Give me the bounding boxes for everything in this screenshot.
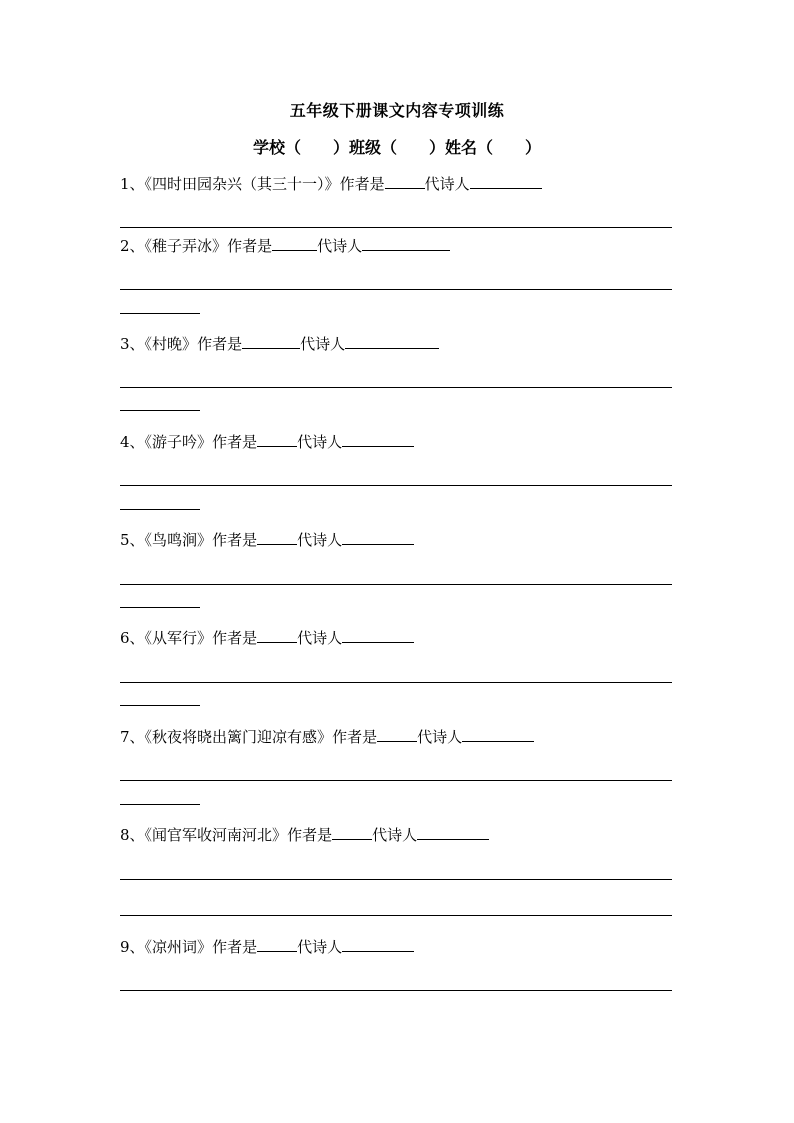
answer-line-short[interactable] xyxy=(120,607,200,608)
author-label: 作者是 xyxy=(287,826,333,844)
dynasty-label: 代诗人 xyxy=(297,938,343,956)
poet-blank[interactable] xyxy=(470,174,542,189)
question-1 xyxy=(120,174,542,194)
poet-blank[interactable] xyxy=(362,236,450,251)
dynasty-label: 代诗人 xyxy=(372,826,418,844)
student-info-line: 学校（ ）班级（ ）姓名（ ） xyxy=(252,138,541,157)
question-number: 1、 xyxy=(120,175,145,193)
dynasty-label: 代诗人 xyxy=(300,335,346,353)
dynasty-blank[interactable] xyxy=(332,825,372,840)
poet-blank[interactable] xyxy=(342,937,414,952)
poem-title: 《秋夜将晓出篱门迎凉有感》 xyxy=(144,728,333,746)
answer-line[interactable] xyxy=(120,780,672,781)
author-label: 作者是 xyxy=(212,531,258,549)
question-number: 3、 xyxy=(120,335,145,353)
dynasty-blank[interactable] xyxy=(257,530,297,545)
answer-line[interactable] xyxy=(120,485,672,486)
page-title: 五年级下册课文内容专项训练 xyxy=(289,101,505,120)
dynasty-label: 代诗人 xyxy=(297,629,343,647)
answer-line-short[interactable] xyxy=(120,804,200,805)
poem-title: 《闻官军收河南河北》 xyxy=(144,826,288,844)
answer-line[interactable] xyxy=(120,584,672,585)
question-3 xyxy=(120,334,439,354)
dynasty-blank[interactable] xyxy=(257,937,297,952)
question-5 xyxy=(120,530,414,550)
author-label: 作者是 xyxy=(197,335,243,353)
question-6 xyxy=(120,628,414,648)
dynasty-label: 代诗人 xyxy=(297,531,343,549)
question-number: 6、 xyxy=(120,629,145,647)
answer-line[interactable] xyxy=(120,879,672,880)
author-label: 作者是 xyxy=(212,938,258,956)
dynasty-blank[interactable] xyxy=(385,174,425,189)
poem-title: 《村晚》 xyxy=(144,335,198,353)
poem-title: 《稚子弄冰》 xyxy=(144,237,228,255)
poet-blank[interactable] xyxy=(342,432,414,447)
author-label: 作者是 xyxy=(332,728,378,746)
poet-blank[interactable] xyxy=(345,334,439,349)
author-label: 作者是 xyxy=(227,237,273,255)
question-number: 4、 xyxy=(120,433,145,451)
answer-line-short[interactable] xyxy=(120,313,200,314)
answer-line-short[interactable] xyxy=(120,509,200,510)
dynasty-blank[interactable] xyxy=(242,334,300,349)
dynasty-blank[interactable] xyxy=(272,236,317,251)
answer-line-short[interactable] xyxy=(120,410,200,411)
dynasty-blank[interactable] xyxy=(257,432,297,447)
answer-line[interactable] xyxy=(120,915,672,916)
answer-line[interactable] xyxy=(120,682,672,683)
answer-line[interactable] xyxy=(120,387,672,388)
question-2 xyxy=(120,236,450,256)
question-9 xyxy=(120,937,414,957)
poet-blank[interactable] xyxy=(342,628,414,643)
dynasty-label: 代诗人 xyxy=(424,175,470,193)
dynasty-label: 代诗人 xyxy=(417,728,463,746)
dynasty-label: 代诗人 xyxy=(297,433,343,451)
dynasty-blank[interactable] xyxy=(257,628,297,643)
question-number: 2、 xyxy=(120,237,145,255)
question-7 xyxy=(120,727,534,747)
author-label: 作者是 xyxy=(212,433,258,451)
poet-blank[interactable] xyxy=(462,727,534,742)
dynasty-label: 代诗人 xyxy=(317,237,363,255)
poem-title: 《凉州词》 xyxy=(144,938,213,956)
poet-blank[interactable] xyxy=(342,530,414,545)
author-label: 作者是 xyxy=(212,629,258,647)
question-8 xyxy=(120,825,489,845)
answer-line[interactable] xyxy=(120,289,672,290)
answer-line[interactable] xyxy=(120,990,672,991)
poem-title: 《游子吟》 xyxy=(144,433,213,451)
poem-title: 《鸟鸣涧》 xyxy=(144,531,213,549)
author-label: 作者是 xyxy=(339,175,385,193)
question-number: 9、 xyxy=(120,938,145,956)
poem-title: 《四时田园杂兴（其三十一）》 xyxy=(144,175,340,193)
question-number: 7、 xyxy=(120,728,145,746)
question-number: 5、 xyxy=(120,531,145,549)
answer-line-short[interactable] xyxy=(120,705,200,706)
question-4 xyxy=(120,432,414,452)
answer-line[interactable] xyxy=(120,227,672,228)
poem-title: 《从军行》 xyxy=(144,629,213,647)
poet-blank[interactable] xyxy=(417,825,489,840)
dynasty-blank[interactable] xyxy=(377,727,417,742)
question-number: 8、 xyxy=(120,826,145,844)
